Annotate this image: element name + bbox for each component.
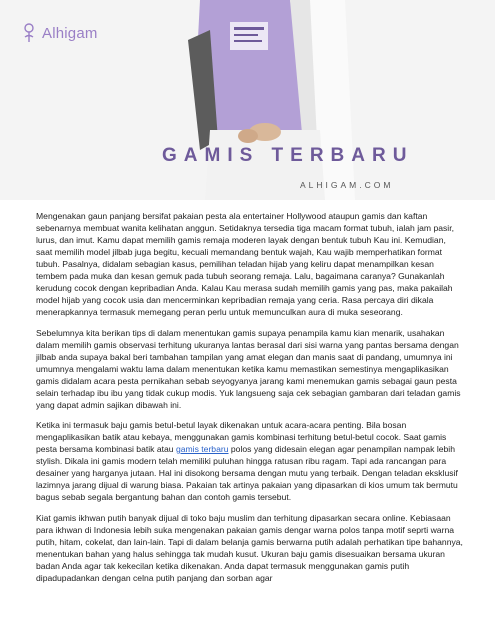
logo-text: Alhigam [42,24,98,42]
hero-banner [0,0,495,200]
hero-domain: ALHIGAM.COM [300,180,394,190]
paragraph-3-text-b: polos yang didesain elegan agar penampilan nampak lebih stylish. Dikala ini gamis modern telah memiliki puluhan hingga ratusan ribu ragam. Tapi ada rancangan para desainer yang harganya jutaan. Hal ini disokong bersama dengan mutu yang terbaik. Dengan teladan eksklusif lazimnya jarang dijual di warung biasa. Pakaian tak artinya pakaian yang dipasarkan di kios umum tak bermutu bagus sebab segala bergantung bahan dan contoh gamis tersebut. [36,444,458,502]
model-photo-illustration [170,0,360,200]
paragraph-3-text-a: Ketika ini termasuk baju gamis betul-betul layak dikenakan untuk acara-acara penting. Bila bosan mengaplikasikan batik atau kebaya, menggunakan gamis kombinasi terhitung betul-betul cocok. Saat gamis pesta bersama kombinasi batik atau [36,420,447,454]
article-body [36,210,464,592]
paragraph-3 [36,419,464,503]
paragraph-4: Kiat gamis ikhwan putih banyak dijual di toko baju muslim dan terhitung dipasarkan secara online. Kebiasaan para ikhwan di Indonesia lebih suka mengenakan pakaian gamis dengar warna polos tanpa motif seprti warna putih, hitam, cokelat, dan lain-lain. Tapi di dalam belanja gamis berwarna putih adalah perhatikan tipe bahannya, menentukan bahan yang halus sehingga tak mudah kusut. Ukuran baju gamis disesuaikan bersama ukuran badan Anda agar tak kekecilan ketika dikenakan. Anda dapat termasuk menggunakan gamis putih dipadupadankan dengan celna putih panjang dan sorban agar [36,512,463,583]
brand-logo [18,20,98,46]
hero-title: GAMIS TERBARU [162,145,414,166]
flower-icon [18,20,40,46]
paragraph-2: Sebelumnya kita berikan tips di dalam menentukan gamis supaya penampila kamu kian menarik, usahakan dalam memilih gamis observasi terhitung ukuranya lantas berasal dari sisi warna yang pantas bersama dengan jilbab anda supaya bakal beri tambahan tampilan yang amat elegan dan manis saat di pandang, umumnya ini umumnya mengalami waktu lama dalam menentukan ketika kamu memastikan semestinya mengaplikasikan gamis didalam acara pesta pernikahan sebab seyogyanya jarang kami menemukan gamis sebagai gaun pesta selain terhadap ibu ibu yang tidak cukup modis. Yuk langsueng saja cek sebagian gambaran dari teladan gamis yang dapat admin sajikan dibawah ini. [36,327,461,410]
paragraph-1: Mengenakan gaun panjang bersifat pakaian pesta ala entertainer Hollywood ataupun gamis dan kaftan sebenarnya membuat wanita kelihatan anggun. Setidaknya tersedia tiga macam format tubuh, ialah jam pasir, lurus, dan imut. Kamu dapat memilih gamis remaja moderen layak dengan bentuk tubuh Kau ini. Kemudian, saat memilih model jilbab juga begitu, kecuali memandang bentuk wajah, Kau wajib memperhatikan format tubuh. Pasalnya, didalam sebagian kasus, pemilihan teladan hijab yang keliru dapat menampilkan kesan tembem pada muka dan kesan gemuk pada tubuh seorang remaja. Lalu, bagaimana caranya? Gunakanlah kerudung cocok dengan kepribadian Anda. Kalau Kau merasa sudah memilih gamis yang pas, maka pakailah model hijab yang cocok usia dan mencerminkan kepribadian remaja yang ceria. Rasa percaya diri dikala menerapkannya termasuk memegang peran perlu untuk memunculkan aura di muka seseorang. [36,211,454,317]
gamis-terbaru-link[interactable]: gamis terbaru [175,444,229,454]
